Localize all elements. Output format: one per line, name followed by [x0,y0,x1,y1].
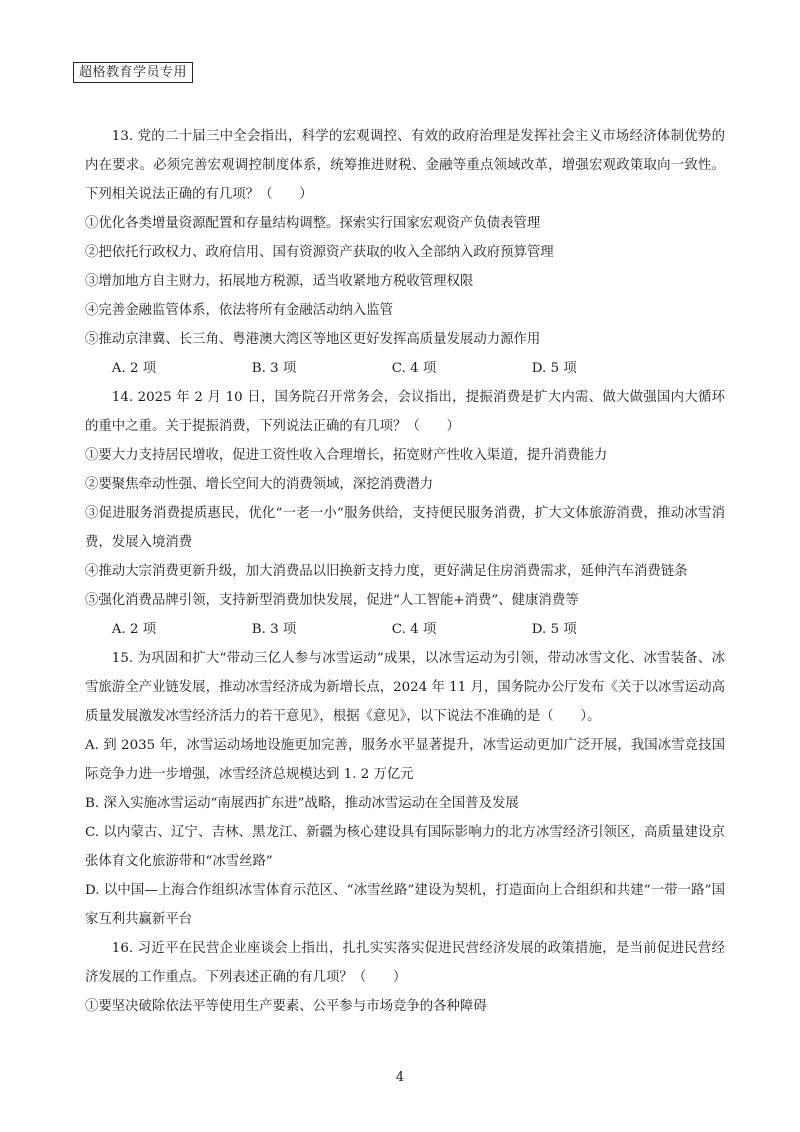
stamp-label: 超格教育学员专用 [73,62,193,83]
q16-item-1: ①要坚决破除依法平等使用生产要素、公平参与市场竞争的各种障碍 [85,999,487,1014]
q15-option-d: D. 以中国—上海合作组织冰雪体育示范区、“冰雪丝路”建设为契机，打造面向上合组织和共建“一带一路”国家互利共赢新平台 [85,883,725,927]
q14-stem: 14. 2025 年 2 月 10 日，国务院召开常务会，会议指出，提振消费是扩大内需、做大做强国内大循环的重中之重。关于提振消费，下列说法正确的有几项？（ ） [85,390,725,434]
q15-stem: 15. 为巩固和扩大“带动三亿人参与冰雪运动”成果，以冰雪运动为引领，带动冰雪文化、冰雪装备、冰雪旅游全产业链发展，推动冰雪经济成为新增长点，2024 年 11 月，国务院办公厅发布《关于以冰雪运动高质量发展激发冰雪经济活力的若干意见》，根据《意见》，以下说法不准确的是（ ）。 [85,651,725,724]
q13-choice-d: D. 5 项 [531,361,577,376]
q13-item-4: ④完善金融监管体系，依法将所有金融活动纳入监管 [85,303,393,318]
q14-choice-c: C. 4 项 [391,622,437,637]
q16-stem: 16. 习近平在民营企业座谈会上指出，扎扎实实落实促进民营经济发展的政策措施，是当前促进民营经济发展的工作重点。下列表述正确的有几项？（ ） [85,941,725,985]
q14-item-4: ④推动大宗消费更新升级，加大消费品以旧换新支持力度，更好满足住房消费需求，延伸汽车消费链条 [85,564,688,579]
question-content [85,122,725,1021]
q14-choice-b: B. 3 项 [251,622,297,637]
q14-item-1: ①要大力支持居民增收，促进工资性收入合理增长，拓宽财产性收入渠道，提升消费能力 [85,448,608,463]
q15-option-a: A. 到 2035 年，冰雪运动场地设施更加完善，服务水平显著提升，冰雪运动更加广泛开展，我国冰雪竞技国际竞争力进一步增强，冰雪经济总规模达到 1. 2 万亿元 [85,738,725,782]
q14-item-2: ②要聚焦牵动性强、增长空间大的消费领域，深挖消费潜力 [85,477,434,492]
q13-choice-b: B. 3 项 [251,361,297,376]
q14-item-3: ③促进服务消费提质惠民，优化“一老一小”服务供给，支持便民服务消费，扩大文体旅游消费，推动冰雪消费，发展入境消费 [85,506,725,550]
q14-item-5: ⑤强化消费品牌引领，支持新型消费加快发展，促进“人工智能+消费”、健康消费等 [85,593,579,608]
page-number: 4 [395,1070,405,1085]
q13-item-1: ①优化各类增量资源配置和存量结构调整。探索实行国家宏观资产负债表管理 [85,216,541,231]
q15-option-b: B. 深入实施冰雪运动“南展西扩东进”战略，推动冰雪运动在全国普及发展 [85,796,519,811]
q15-option-c: C. 以内蒙古、辽宁、吉林、黑龙江、新疆为核心建设具有国际影响力的北方冰雪经济引领区，高质量建设京张体育文化旅游带和“冰雪丝路” [85,825,725,869]
q14-choices [85,615,725,644]
q13-choice-a: A. 2 项 [111,361,157,376]
q13-item-2: ②把依托行政权力、政府信用、国有资源资产获取的收入全部纳入政府预算管理 [85,245,554,260]
q13-choices [85,354,725,383]
q14-choice-d: D. 5 项 [531,622,577,637]
q14-choice-a: A. 2 项 [111,622,157,637]
q13-item-5: ⑤推动京津冀、长三角、粤港澳大湾区等地区更好发挥高质量发展动力源作用 [85,332,541,347]
q13-item-3: ③增加地方自主财力，拓展地方税源，适当收紧地方税收管理权限 [85,274,474,289]
q13-choice-c: C. 4 项 [391,361,437,376]
q13-stem: 13. 党的二十届三中全会指出，科学的宏观调控、有效的政府治理是发挥社会主义市场经济体制优势的内在要求。必须完善宏观调控制度体系，统筹推进财税、金融等重点领域改革，增强宏观政策取向一致性。下列相关说法正确的有几项？（ ） [85,129,725,202]
